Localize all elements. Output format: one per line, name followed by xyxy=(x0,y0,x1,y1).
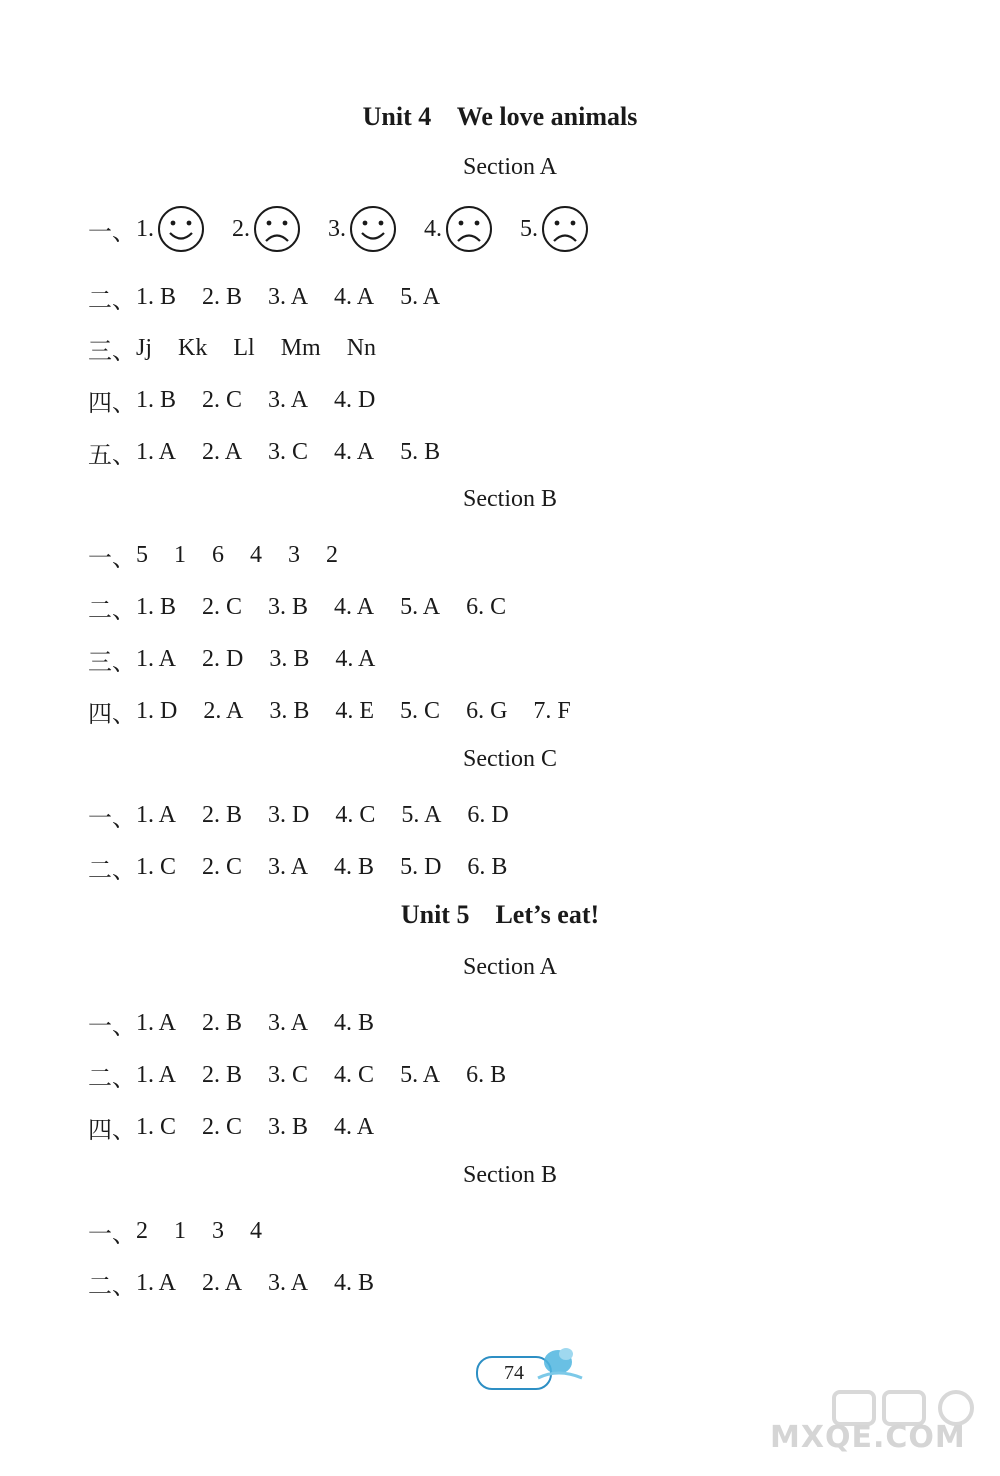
answer-item: 4. D xyxy=(334,387,376,413)
section-title: Section C xyxy=(463,746,557,772)
answer-item: 2 xyxy=(136,1218,148,1244)
answer-item: 1. B xyxy=(136,284,177,310)
answer-row xyxy=(88,590,532,625)
answer-item: Jj xyxy=(136,335,153,361)
answer-item: 6. B xyxy=(466,1062,507,1088)
answer-item: 1. A xyxy=(136,646,177,672)
answer-item: 3. D xyxy=(268,802,310,828)
answer-item: 3 xyxy=(212,1218,224,1244)
sad-face-icon xyxy=(540,204,590,254)
answer-item: 3. B xyxy=(268,594,309,620)
answer-item: 6. B xyxy=(467,854,508,880)
page-number: 74 xyxy=(476,1356,552,1390)
face-number: 5. xyxy=(520,215,538,242)
answer-item: 1. A xyxy=(136,1270,177,1296)
answer-item: 6. D xyxy=(467,802,509,828)
answer-item: 2. A xyxy=(202,439,243,465)
face-answer-1 xyxy=(136,204,206,254)
question-label: 一、 xyxy=(88,1014,136,1040)
answer-row xyxy=(88,1006,400,1041)
answer-item: 5. A xyxy=(401,802,442,828)
answer-item: 3. A xyxy=(268,387,309,413)
answer-row xyxy=(88,383,401,418)
question-label: 四、 xyxy=(88,1118,136,1144)
face-answer-3 xyxy=(328,204,398,254)
answer-item: 2. D xyxy=(202,646,244,672)
answer-item: 4. B xyxy=(334,854,375,880)
answer-item: 5. B xyxy=(400,439,441,465)
happy-face-icon xyxy=(156,204,206,254)
answer-item: 2. B xyxy=(202,1062,243,1088)
answer-item: 6 xyxy=(212,542,224,568)
answer-item: 2. B xyxy=(202,802,243,828)
answer-row xyxy=(88,435,466,470)
face-number: 4. xyxy=(424,215,442,242)
question-label: 一、 xyxy=(88,546,136,572)
sad-face-icon xyxy=(252,204,302,254)
answer-item: 3. A xyxy=(268,1010,309,1036)
answer-item: 6. C xyxy=(466,594,507,620)
answer-item: 7. F xyxy=(533,698,571,724)
answer-item: 1. A xyxy=(136,802,177,828)
answer-item: 4 xyxy=(250,542,262,568)
answer-item: 3. B xyxy=(269,698,310,724)
answer-row xyxy=(88,850,533,885)
happy-face-icon xyxy=(348,204,398,254)
answer-item: 4. C xyxy=(335,802,376,828)
face-answer-4 xyxy=(424,204,494,254)
answer-item: 3. B xyxy=(269,646,310,672)
answer-item: 2. B xyxy=(202,1010,243,1036)
answer-item: 4. B xyxy=(334,1270,375,1296)
question-label: 四、 xyxy=(88,702,136,728)
answer-item: Mm xyxy=(280,335,321,361)
answer-item: 1 xyxy=(174,1218,186,1244)
unit-5-title: Unit 5 Let’s eat! xyxy=(400,900,600,929)
question-label: 二、 xyxy=(88,598,136,624)
answer-row xyxy=(88,642,401,677)
answer-item: 1. C xyxy=(136,854,177,880)
answer-item: 3 xyxy=(288,542,300,568)
answer-item: 2. C xyxy=(202,387,243,413)
answer-item: Nn xyxy=(346,335,377,361)
answer-item: 4. A xyxy=(334,594,375,620)
unit-4-title: Unit 4 We love animals xyxy=(362,102,638,131)
answer-item: 5 xyxy=(136,542,148,568)
answer-item: 4. E xyxy=(335,698,375,724)
answer-item: 1. A xyxy=(136,439,177,465)
face-answer-5 xyxy=(520,204,590,254)
answer-item: 4. A xyxy=(334,284,375,310)
answer-item: Kk xyxy=(178,335,208,361)
answer-row xyxy=(88,1110,400,1145)
question-label: 五、 xyxy=(88,443,136,469)
answer-row xyxy=(88,538,364,573)
answer-row xyxy=(88,1058,532,1093)
answer-row-faces xyxy=(88,204,616,254)
section-title: Section B xyxy=(463,486,557,512)
answer-row xyxy=(88,280,466,315)
decoration-icon xyxy=(530,1338,586,1388)
watermark-text: MXQE.COM xyxy=(770,1420,966,1455)
answer-item: 3. A xyxy=(268,854,309,880)
question-label: 三、 xyxy=(88,339,136,365)
question-label: 二、 xyxy=(88,1274,136,1300)
answer-item: 2. C xyxy=(202,854,243,880)
answer-item: 1. B xyxy=(136,594,177,620)
answer-item: 3. C xyxy=(268,439,309,465)
answer-item: 2. B xyxy=(202,284,243,310)
answer-item: 3. A xyxy=(268,284,309,310)
face-number: 3. xyxy=(328,215,346,242)
answer-item: 4. B xyxy=(334,1010,375,1036)
answer-item: 4. A xyxy=(335,646,376,672)
answer-item: 5. A xyxy=(400,284,441,310)
answer-item: 2. A xyxy=(203,698,244,724)
answer-item: 1. A xyxy=(136,1062,177,1088)
question-label: 一、 xyxy=(88,219,136,246)
question-label: 二、 xyxy=(88,858,136,884)
answer-item: 3. A xyxy=(268,1270,309,1296)
answer-item: 4 xyxy=(250,1218,262,1244)
answer-item: 4. C xyxy=(334,1062,375,1088)
answer-item: 2. C xyxy=(202,594,243,620)
sad-face-icon xyxy=(444,204,494,254)
section-title: Section A xyxy=(463,954,557,980)
face-number: 2. xyxy=(232,215,250,242)
answer-item: 1. A xyxy=(136,1010,177,1036)
answer-item: 6. G xyxy=(466,698,508,724)
answer-row xyxy=(88,331,402,366)
answer-item: 3. B xyxy=(268,1114,309,1140)
question-label: 二、 xyxy=(88,1066,136,1092)
answer-item: 1 xyxy=(174,542,186,568)
unit-4-section-a-title: Section A xyxy=(463,154,557,180)
question-label: 二、 xyxy=(88,288,136,314)
question-label: 三、 xyxy=(88,650,136,676)
face-number: 1. xyxy=(136,215,154,242)
answer-item: 4. A xyxy=(334,439,375,465)
answer-item: 1. B xyxy=(136,387,177,413)
answer-item: 5. A xyxy=(400,594,441,620)
question-label: 四、 xyxy=(88,391,136,417)
question-label: 一、 xyxy=(88,1222,136,1248)
answer-row xyxy=(88,1266,400,1301)
section-title: Section B xyxy=(463,1162,557,1188)
answer-item: 5. D xyxy=(400,854,442,880)
answer-item: 5. A xyxy=(400,1062,441,1088)
answer-item: 2. C xyxy=(202,1114,243,1140)
answer-item: 1. D xyxy=(136,698,178,724)
answer-item: 4. A xyxy=(334,1114,375,1140)
face-answer-2 xyxy=(232,204,302,254)
answer-item: 2 xyxy=(326,542,338,568)
answer-item: Ll xyxy=(233,335,255,361)
question-label: 一、 xyxy=(88,806,136,832)
answer-item: 5. C xyxy=(400,698,441,724)
answer-item: 1. C xyxy=(136,1114,177,1140)
answer-row xyxy=(88,694,597,729)
answer-item: 3. C xyxy=(268,1062,309,1088)
answer-row xyxy=(88,798,535,833)
answer-row xyxy=(88,1214,288,1249)
answer-item: 2. A xyxy=(202,1270,243,1296)
